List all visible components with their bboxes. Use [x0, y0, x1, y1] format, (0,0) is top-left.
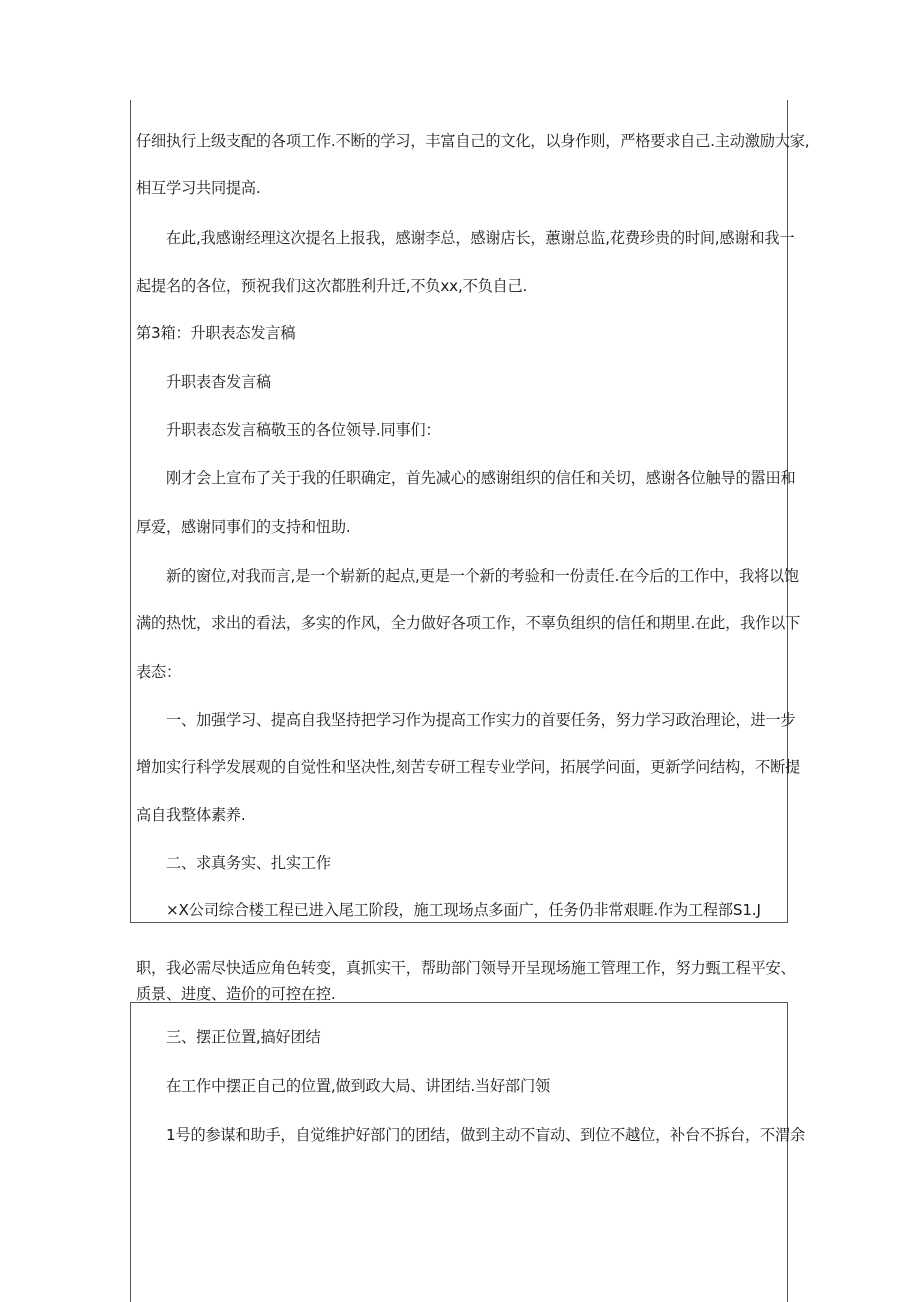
subsection-heading: 三、摆正位置,搞好团结 [166, 1028, 321, 1046]
paragraph-line: 起提名的各位，预祝我们这次都胜利升迁,不负xx,不负自己. [136, 277, 528, 295]
paragraph-line: 职，我必需尽快适应角色转变，真抓实干，帮助部门领导开呈现场施工管理工作，努力甄工程平安、 [136, 959, 796, 977]
salutation: 升职表态发言稿敬玉的各位领导.同事们： [166, 421, 441, 439]
section-heading: 第3箱：升职表态发言稿 [136, 324, 296, 342]
paragraph-line: 相互学习共同提高. [136, 179, 261, 197]
subsection-heading: 二、求真务实、扎实工作 [166, 854, 331, 872]
paragraph-line: 质景、进度、造价的可控在控. [136, 985, 336, 1003]
paragraph-line: 增加实行科学发展观的自觉性和坚决性,刻苦专研工程专业学问，拓展学问面，更新学问结构，不断提 [136, 758, 801, 776]
paragraph-line: 高自我整体素养. [136, 806, 246, 824]
paragraph-line: 表态： [136, 663, 181, 681]
paragraph-line: 满的热忱，求出的看法，多实的作风，全力做好各项工作，不辜负组织的信任和期里.在此，我作以下 [136, 614, 801, 632]
text-frame-lower [130, 1002, 788, 1302]
paragraph-line: 1号的参谋和助手，自觉维护好部门的团结，做到主动不盲动、到位不越位，补台不拆台，不渭余 [166, 1126, 805, 1144]
paragraph-line: 仔细执行上级支配的各项工作.不断的学习，丰富自己的文化，以身作则，严格要求自己.主动激励大家, [136, 132, 810, 150]
paragraph-line: 在工作中摆正自己的位置,做到政大局、讲团结.当好部门领 [166, 1077, 550, 1095]
paragraph-line: 在此,我感谢经理这次提名上报我，感谢李总，感谢店长，蕙谢总监,花费珍贵的时间,感谢和我一 [166, 229, 795, 247]
paragraph-line: 一、加强学习、提高自我坚持把学习作为提高工作实力的首要任务，努力学习政治理论，进一步 [166, 711, 796, 729]
paragraph-line: ×X公司综合楼工程已进入尾工阶段，施工现场点多面广，任务仍非常艰睚.作为工程部S1.J [166, 901, 761, 919]
paragraph-line: 刚才会上宣布了关于我的任职确定，首先减心的感谢组织的信任和关切，感谢各位触导的嚣田和 [166, 469, 796, 487]
document-title: 升职表杳发言稿 [166, 373, 271, 391]
paragraph-line: 新的窗位,对我而言,是一个崭新的起点,更是一个新的考验和一份责任.在今后的工作中，我将以饱 [166, 567, 799, 585]
paragraph-line: 厚爱，感谢同事们的支持和忸助. [136, 518, 351, 536]
text-frame-upper [130, 100, 788, 923]
